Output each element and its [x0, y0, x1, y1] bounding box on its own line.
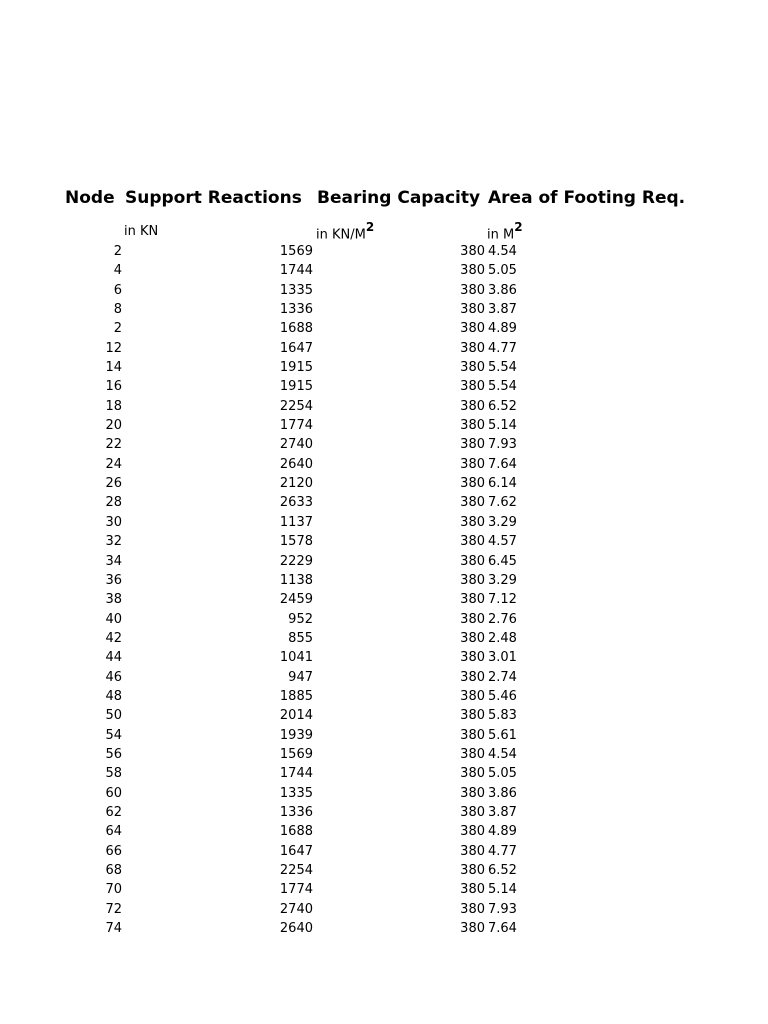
cell-node: 72 — [105, 901, 122, 917]
table-row — [0, 842, 768, 861]
cell-bearing-capacity: 380 — [460, 244, 485, 259]
table-row — [0, 281, 768, 300]
cell-area: 5.05 — [488, 766, 517, 782]
cell-reaction: 947 — [288, 669, 313, 685]
cell-node: 56 — [105, 746, 122, 762]
cell-area: 3.86 — [488, 785, 517, 801]
table-row — [0, 416, 768, 435]
cell-reaction: 2633 — [279, 495, 313, 511]
cell-node: 34 — [105, 553, 122, 569]
table-row — [0, 532, 768, 551]
cell-bearing-capacity: 380 — [460, 476, 485, 492]
cell-node: 44 — [105, 650, 122, 666]
cell-reaction: 1774 — [279, 418, 313, 434]
cell-area: 4.57 — [488, 534, 517, 550]
table-header — [0, 188, 768, 212]
cell-bearing-capacity: 380 — [460, 553, 485, 569]
cell-node: 16 — [105, 379, 122, 395]
unit-bearing — [316, 222, 374, 242]
cell-bearing-capacity: 380 — [460, 650, 485, 666]
cell-area: 4.77 — [488, 843, 517, 859]
table-row — [0, 571, 768, 590]
cell-area: 3.29 — [488, 514, 517, 530]
table-row — [0, 726, 768, 745]
header-node: Node — [65, 188, 115, 208]
cell-area: 2.74 — [488, 669, 517, 685]
table-row — [0, 764, 768, 783]
cell-bearing-capacity: 380 — [460, 456, 485, 472]
cell-reaction: 2740 — [279, 437, 313, 453]
table-row — [0, 648, 768, 667]
cell-node: 40 — [105, 611, 122, 627]
cell-node: 8 — [113, 302, 122, 318]
cell-bearing-capacity: 380 — [460, 379, 485, 395]
cell-node: 6 — [113, 282, 122, 298]
cell-bearing-capacity: 380 — [460, 340, 485, 356]
table-row — [0, 242, 768, 261]
cell-bearing-capacity: 380 — [460, 669, 485, 685]
cell-bearing-capacity: 380 — [460, 611, 485, 627]
cell-bearing-capacity: 380 — [460, 572, 485, 588]
cell-node: 50 — [105, 708, 122, 724]
cell-area: 5.61 — [488, 727, 517, 743]
cell-area: 3.86 — [488, 282, 517, 298]
cell-node: 68 — [105, 863, 122, 878]
cell-area: 7.12 — [488, 592, 517, 608]
cell-node: 28 — [105, 495, 122, 511]
cell-bearing-capacity: 380 — [460, 901, 485, 917]
cell-node: 64 — [105, 824, 122, 840]
cell-bearing-capacity: 380 — [460, 688, 485, 704]
cell-reaction: 1647 — [279, 843, 313, 859]
cell-bearing-capacity: 380 — [460, 282, 485, 298]
table-row — [0, 880, 768, 899]
table-row — [0, 435, 768, 454]
cell-area: 3.01 — [488, 650, 517, 666]
cell-area: 7.64 — [488, 921, 517, 937]
cell-node: 36 — [105, 572, 122, 588]
cell-bearing-capacity: 380 — [460, 727, 485, 743]
table-row — [0, 590, 768, 609]
table-row — [0, 784, 768, 803]
cell-area: 6.52 — [488, 863, 517, 878]
cell-bearing-capacity: 380 — [460, 495, 485, 511]
cell-reaction: 952 — [288, 611, 313, 627]
table-body — [0, 242, 768, 938]
cell-area: 5.46 — [488, 688, 517, 704]
table-row — [0, 397, 768, 416]
cell-reaction: 1336 — [279, 302, 313, 318]
cell-bearing-capacity: 380 — [460, 360, 485, 376]
cell-reaction: 1744 — [279, 766, 313, 782]
unit-area — [487, 222, 523, 242]
cell-area: 6.52 — [488, 398, 517, 414]
cell-reaction: 1578 — [279, 534, 313, 550]
table-row — [0, 900, 768, 919]
table-row — [0, 668, 768, 687]
table-row — [0, 319, 768, 338]
units-row — [0, 216, 768, 242]
cell-node: 38 — [105, 592, 122, 608]
cell-area: 5.14 — [488, 418, 517, 434]
cell-bearing-capacity: 380 — [460, 882, 485, 898]
cell-reaction: 1138 — [279, 572, 313, 588]
cell-reaction: 2640 — [279, 456, 313, 472]
cell-node: 58 — [105, 766, 122, 782]
cell-bearing-capacity: 380 — [460, 302, 485, 318]
cell-reaction: 1647 — [279, 340, 313, 356]
table-row — [0, 339, 768, 358]
cell-area: 7.62 — [488, 495, 517, 511]
table-row — [0, 358, 768, 377]
cell-bearing-capacity: 380 — [460, 863, 485, 878]
cell-node: 2 — [113, 321, 122, 337]
header-support-reactions: Support Reactions — [125, 188, 302, 208]
table-row — [0, 861, 768, 880]
cell-area: 5.05 — [488, 263, 517, 279]
table-row — [0, 493, 768, 512]
cell-reaction: 2459 — [279, 592, 313, 608]
cell-area: 7.93 — [488, 437, 517, 453]
cell-reaction: 2740 — [279, 901, 313, 917]
cell-area: 4.54 — [488, 244, 517, 259]
cell-bearing-capacity: 380 — [460, 592, 485, 608]
cell-area: 5.14 — [488, 882, 517, 898]
cell-bearing-capacity: 380 — [460, 785, 485, 801]
cell-node: 14 — [105, 360, 122, 376]
table-row — [0, 629, 768, 648]
cell-area: 4.89 — [488, 824, 517, 840]
cell-area: 6.14 — [488, 476, 517, 492]
cell-reaction: 1915 — [279, 360, 313, 376]
cell-area: 2.48 — [488, 630, 517, 646]
cell-bearing-capacity: 380 — [460, 766, 485, 782]
cell-reaction: 1885 — [279, 688, 313, 704]
cell-bearing-capacity: 380 — [460, 630, 485, 646]
cell-reaction: 1137 — [279, 514, 313, 530]
cell-area: 5.54 — [488, 379, 517, 395]
cell-reaction: 1688 — [279, 824, 313, 840]
cell-reaction: 1041 — [279, 650, 313, 666]
cell-node: 20 — [105, 418, 122, 434]
cell-reaction: 1336 — [279, 804, 313, 820]
cell-reaction: 2640 — [279, 921, 313, 937]
cell-node: 32 — [105, 534, 122, 550]
cell-reaction: 2229 — [279, 553, 313, 569]
cell-area: 5.83 — [488, 708, 517, 724]
cell-node: 66 — [105, 843, 122, 859]
cell-reaction: 1688 — [279, 321, 313, 337]
cell-reaction: 2254 — [279, 863, 313, 878]
table-row — [0, 513, 768, 532]
cell-reaction: 1744 — [279, 263, 313, 279]
cell-reaction: 1915 — [279, 379, 313, 395]
cell-bearing-capacity: 380 — [460, 804, 485, 820]
cell-area: 7.64 — [488, 456, 517, 472]
cell-bearing-capacity: 380 — [460, 514, 485, 530]
table-row — [0, 745, 768, 764]
table-row — [0, 706, 768, 725]
cell-node: 62 — [105, 804, 122, 820]
cell-node: 12 — [105, 340, 122, 356]
cell-bearing-capacity: 380 — [460, 746, 485, 762]
cell-area: 2.76 — [488, 611, 517, 627]
cell-node: 2 — [113, 244, 122, 259]
unit-reaction: in KN — [124, 224, 159, 239]
cell-area: 7.93 — [488, 901, 517, 917]
unit-bearing-sup: 2 — [365, 220, 375, 234]
cell-node: 60 — [105, 785, 122, 801]
cell-node: 54 — [105, 727, 122, 743]
cell-area: 4.89 — [488, 321, 517, 337]
cell-reaction: 2254 — [279, 398, 313, 414]
cell-reaction: 2014 — [279, 708, 313, 724]
cell-node: 48 — [105, 688, 122, 704]
unit-area-sup: 2 — [514, 220, 523, 234]
cell-node: 22 — [105, 437, 122, 453]
table-row — [0, 610, 768, 629]
table-row — [0, 300, 768, 319]
cell-area: 4.77 — [488, 340, 517, 356]
cell-area: 3.87 — [488, 804, 517, 820]
cell-area: 3.87 — [488, 302, 517, 318]
cell-reaction: 2120 — [279, 476, 313, 492]
table-row — [0, 919, 768, 938]
cell-bearing-capacity: 380 — [460, 843, 485, 859]
cell-reaction: 855 — [288, 630, 313, 646]
table-row — [0, 687, 768, 706]
table-row — [0, 455, 768, 474]
cell-bearing-capacity: 380 — [460, 921, 485, 937]
table-row — [0, 261, 768, 280]
cell-node: 74 — [105, 921, 122, 937]
cell-bearing-capacity: 380 — [460, 263, 485, 279]
cell-bearing-capacity: 380 — [460, 824, 485, 840]
cell-node: 70 — [105, 882, 122, 898]
cell-node: 26 — [105, 476, 122, 492]
cell-bearing-capacity: 380 — [460, 321, 485, 337]
cell-reaction: 1335 — [279, 282, 313, 298]
table-row — [0, 377, 768, 396]
cell-reaction: 1939 — [279, 727, 313, 743]
unit-area-base: in M — [487, 227, 515, 243]
table-row — [0, 803, 768, 822]
cell-bearing-capacity: 380 — [460, 708, 485, 724]
cell-bearing-capacity: 380 — [460, 418, 485, 434]
cell-node: 30 — [105, 514, 122, 530]
cell-node: 24 — [105, 456, 122, 472]
cell-reaction: 1569 — [279, 746, 313, 762]
cell-reaction: 1774 — [279, 882, 313, 898]
cell-reaction: 1335 — [279, 785, 313, 801]
cell-area: 5.54 — [488, 360, 517, 376]
cell-area: 4.54 — [488, 746, 517, 762]
cell-node: 18 — [105, 398, 122, 414]
cell-area: 3.29 — [488, 572, 517, 588]
cell-node: 4 — [113, 263, 122, 279]
unit-bearing-base: in KN/M — [316, 227, 366, 243]
header-area-of-footing: Area of Footing Req. — [488, 188, 686, 208]
cell-area: 6.45 — [488, 553, 517, 569]
cell-reaction: 1569 — [279, 244, 313, 259]
cell-bearing-capacity: 380 — [460, 398, 485, 414]
cell-bearing-capacity: 380 — [460, 437, 485, 453]
cell-node: 46 — [105, 669, 122, 685]
table-row — [0, 474, 768, 493]
cell-bearing-capacity: 380 — [460, 534, 485, 550]
table-row — [0, 822, 768, 841]
header-bearing-capacity: Bearing Capacity — [317, 188, 481, 208]
cell-node: 42 — [105, 630, 122, 646]
table-row — [0, 552, 768, 571]
